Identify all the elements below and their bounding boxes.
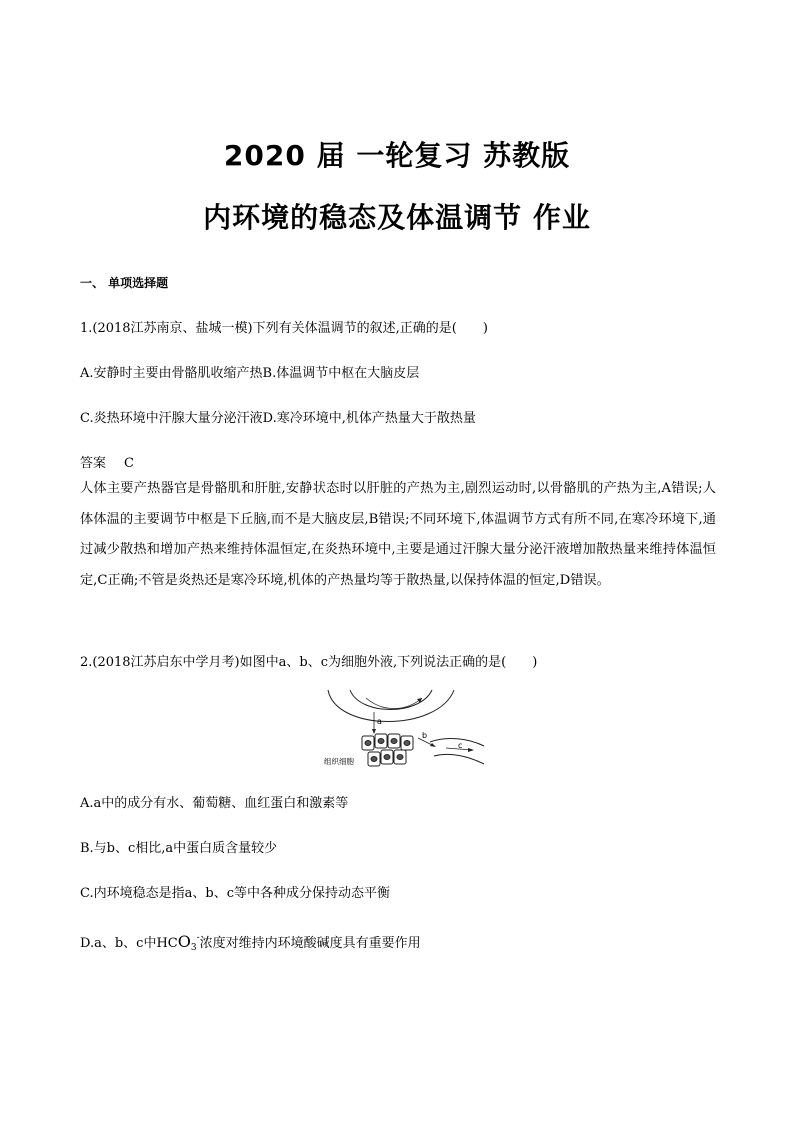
bicarbonate-formula: O3-: [177, 932, 200, 953]
question-2-stem: 2.(2018江苏启东中学月考)如图中a、b、c为细胞外液,下列说法正确的是( ): [80, 655, 538, 670]
label-c: c: [458, 741, 463, 750]
tissue-cells-caption: 组织细胞: [324, 757, 354, 766]
label-b: b: [422, 731, 428, 740]
answer-label: 答案: [80, 456, 107, 471]
question-2-option-a: A.a中的成分有水、葡萄糖、血红蛋白和激素等: [80, 796, 349, 811]
question-1-options-cd: C.炎热环境中汗腺大量分泌汗液D.寒冷环境中,机体产热量大于散热量: [80, 411, 476, 426]
tissue-cells: [362, 734, 413, 766]
capillary-outer-wall: [328, 690, 454, 722]
question-1-options-ab: A.安静时主要由骨骼肌收缩产热B.体温调节中枢在大脑皮层: [80, 366, 420, 381]
question-1-explanation: 人体主要产热器官是骨骼肌和肝脏,安静状态时以肝脏的产热为主,剧烈运动时,以骨骼肌的产热为主,A错误;人体体温的主要调节中枢是下丘脑,而不是大脑皮层,B错误;不同环境下,体温调节方式有所不同,在寒冷环境下,通过减少散热和增加产热来维持体温恒定,在炎热环境中,主要是通过汗腺大量分泌汗液增加散热量来维持体温恒定,C正确;不管是炎热还是寒冷环境,机体的产热量均等于散热量,以保持体温的恒定,D错误。: [80, 481, 716, 588]
section-heading: 一、 单项选择题: [80, 276, 169, 290]
option-d-prefix: D.a、b、c中HC: [80, 936, 178, 951]
question-2-option-d: [80, 932, 421, 951]
question-2-option-c: C.内环境稳态是指a、b、c等中各种成分保持动态平衡: [80, 886, 390, 901]
question-2-option-b: B.与b、c相比,a中蛋白质含量较少: [80, 841, 278, 856]
lymph-vessel-upper: [430, 739, 484, 746]
lymph-vessel-lower: [434, 754, 484, 764]
answer-value: C: [124, 456, 134, 471]
extracellular-fluid-diagram: [322, 686, 486, 774]
option-d-suffix: 浓度对维持内环境酸碱度具有重要作用: [199, 936, 421, 951]
question-1-stem: 1.(2018江苏南京、盐城一模)下列有关体温调节的叙述,正确的是( ): [80, 321, 488, 336]
document-subtitle: 内环境的稳态及体温调节 作业: [203, 201, 591, 234]
answer-line: [80, 452, 134, 471]
label-a: a: [377, 717, 382, 726]
document-title: 2020 届 一轮复习 苏教版: [223, 139, 571, 172]
